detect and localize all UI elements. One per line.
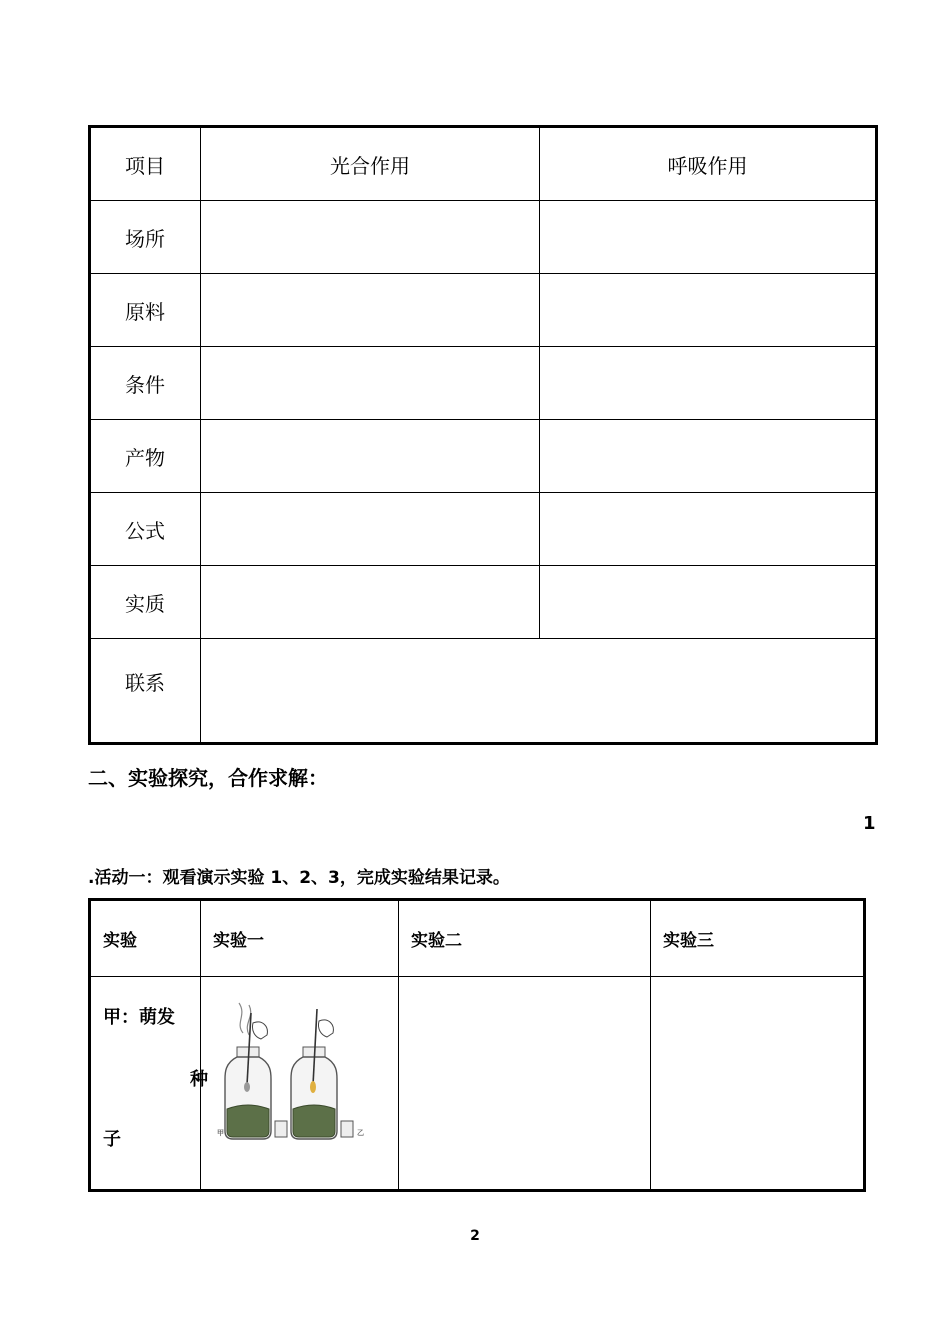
row-label: 条件 [90, 347, 201, 420]
header-photosynthesis: 光合作用 [201, 127, 540, 201]
answer-cell[interactable] [540, 347, 877, 420]
experiment-2-cell[interactable] [399, 977, 651, 1191]
side-number: 1 [863, 813, 876, 834]
table-header-row [90, 127, 877, 201]
seed-jar-illustration [217, 993, 367, 1173]
answer-cell[interactable] [201, 639, 877, 744]
table-row [90, 977, 865, 1191]
header-experiment-3: 实验三 [651, 900, 865, 977]
table-row [90, 420, 877, 493]
jar-label-right: 乙 [357, 1129, 364, 1137]
row-label-part: 子 [103, 1129, 121, 1150]
row-label: 公式 [90, 493, 201, 566]
answer-cell[interactable] [201, 201, 540, 274]
row-label: 原料 [90, 274, 201, 347]
header-item: 项目 [90, 127, 201, 201]
table-row [90, 274, 877, 347]
experiment-record-table [88, 898, 866, 1192]
answer-cell[interactable] [540, 420, 877, 493]
table-row [90, 566, 877, 639]
answer-cell[interactable] [201, 347, 540, 420]
header-respiration: 呼吸作用 [540, 127, 877, 201]
answer-cell[interactable] [201, 274, 540, 347]
answer-cell[interactable] [540, 566, 877, 639]
row-label: 场所 [90, 201, 201, 274]
table-row [90, 347, 877, 420]
answer-cell[interactable] [201, 566, 540, 639]
table-header-row [90, 900, 865, 977]
row-label: 联系 [90, 639, 201, 744]
answer-cell[interactable] [201, 420, 540, 493]
header-experiment-1: 实验一 [201, 900, 399, 977]
photosynthesis-respiration-table [88, 125, 878, 745]
table-row [90, 201, 877, 274]
section-heading: 二、实验探究，合作求解： [88, 766, 328, 790]
activity-instruction: .活动一：观看演示实验 1、2、3，完成实验结果记录。 [88, 868, 510, 888]
header-experiment: 实验 [90, 900, 201, 977]
answer-cell[interactable] [540, 201, 877, 274]
header-experiment-2: 实验二 [399, 900, 651, 977]
experiment-3-cell[interactable] [651, 977, 865, 1191]
answer-cell[interactable] [201, 493, 540, 566]
answer-cell[interactable] [540, 274, 877, 347]
answer-cell[interactable] [540, 493, 877, 566]
row-label-part: 种 [190, 1069, 208, 1090]
jar-label-left: 甲 [217, 1129, 224, 1137]
experiment-1-cell [201, 977, 399, 1191]
table-row [90, 639, 877, 744]
page-number: 2 [470, 1228, 480, 1244]
row-label-part: 甲：萌发 [103, 1007, 175, 1028]
row-label: 产物 [90, 420, 201, 493]
table-row [90, 493, 877, 566]
row-label-cell [90, 977, 208, 1191]
row-label: 实质 [90, 566, 201, 639]
